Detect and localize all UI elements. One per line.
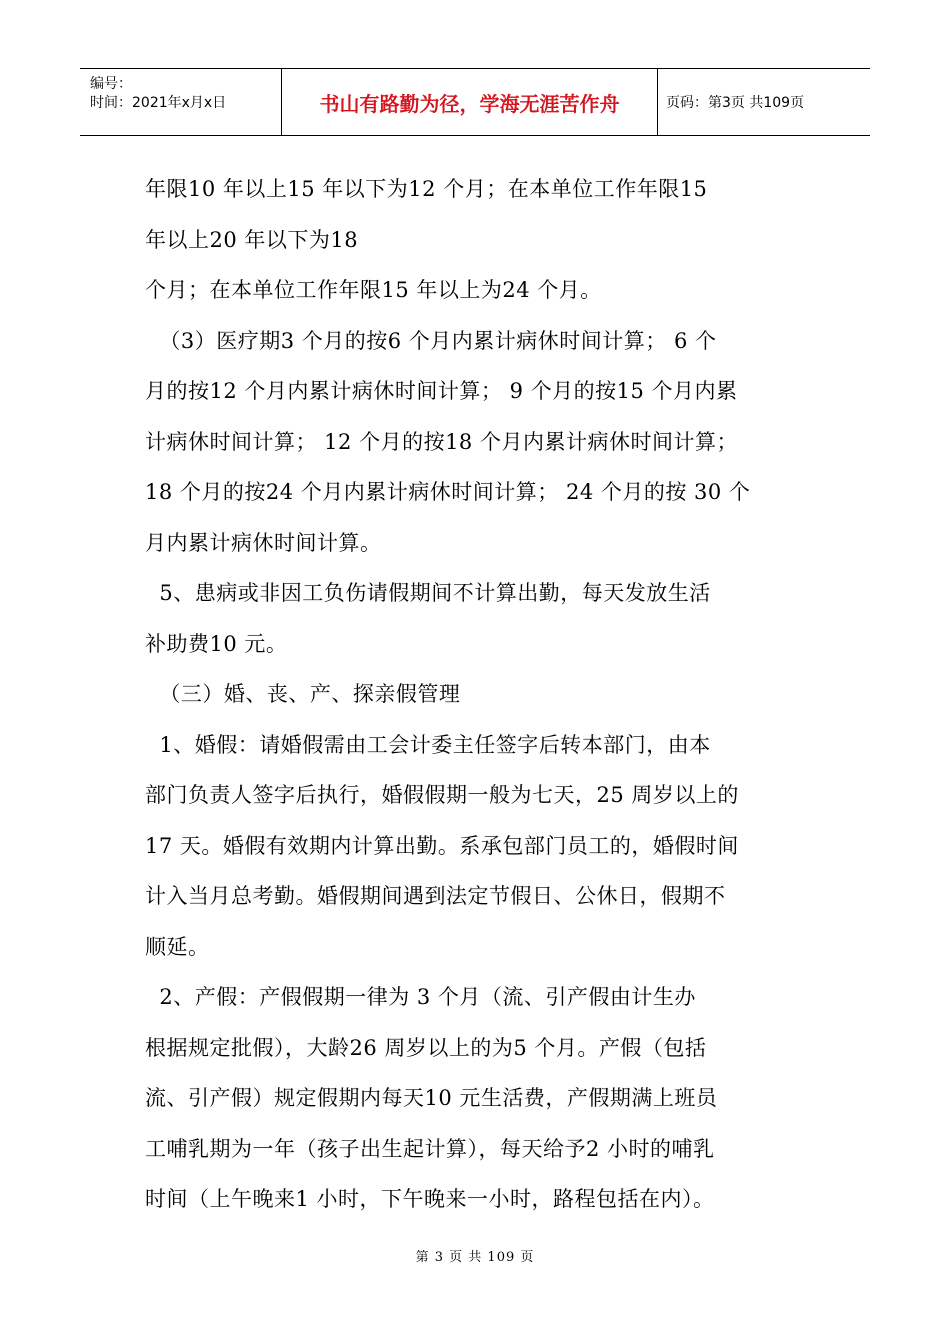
header-motto: 书山有路勤为径，学海无涯苦作舟 — [282, 69, 658, 135]
body-line: 5、患病或非因工负伤请假期间不计算出勤，每天发放生活 — [145, 581, 711, 605]
body-line: 部门负责人签字后执行，婚假假期一般为七天，25 周岁以上的 — [145, 783, 739, 807]
body-line: 月的按12 个月内累计病休时间计算； 9 个月的按15 个月内累 — [145, 379, 738, 403]
page-header — [80, 68, 870, 136]
body-line: （3）医疗期3 个月的按6 个月内累计病休时间计算； 6 个 — [145, 328, 717, 353]
body-line: 17 天。婚假有效期内计算出勤。系承包部门员工的，婚假时间 — [145, 833, 739, 858]
body-line: 时间（上午晚来1 小时，下午晚来一小时，路程包括在内）。 — [145, 1187, 715, 1211]
body-line: 年限10 年以上15 年以下为12 个月；在本单位工作年限15 — [145, 177, 708, 201]
body-line: 计入当月总考勤。婚假期间遇到法定节假日、公休日，假期不 — [145, 884, 726, 908]
body-line: 顺延。 — [145, 934, 210, 959]
date-label: 时间：2021年x月x日 — [90, 95, 227, 111]
body-line: 根据规定批假），大龄26 周岁以上的为5 个月。产假（包括 — [145, 1035, 707, 1060]
body-line: 1、婚假：请婚假需由工会计委主任签字后转本部门，由本 — [145, 732, 711, 757]
body-line: 补助费10 元。 — [145, 631, 288, 656]
body-line: 2、产假：产假假期一律为 3 个月（流、引产假由计生办 — [145, 985, 696, 1009]
body-line: 月内累计病休时间计算。 — [145, 530, 382, 555]
header-meta — [80, 69, 282, 135]
number-label: 编号： — [90, 76, 132, 92]
body-line: 18 个月的按24 个月内累计病休时间计算； 24 个月的按 30 个 — [145, 480, 751, 504]
header-page-info: 页码：第3页 共109页 — [666, 95, 805, 111]
page-footer: 第 3 页 共 109 页 — [415, 1250, 535, 1265]
body-line: 个月；在本单位工作年限15 年以上为24 个月。 — [145, 278, 602, 302]
document-body — [145, 164, 810, 1225]
body-line: 流、引产假）规定假期内每天10 元生活费，产假期满上班员 — [145, 1086, 718, 1110]
body-line: （三）婚、丧、产、探亲假管理 — [145, 682, 461, 706]
body-line: 工哺乳期为一年（孩子出生起计算），每天给予2 小时的哺乳 — [145, 1136, 715, 1161]
body-line: 计病休时间计算； 12 个月的按18 个月内累计病休时间计算； — [145, 429, 738, 454]
body-line: 年以上20 年以下为18 — [145, 227, 359, 252]
